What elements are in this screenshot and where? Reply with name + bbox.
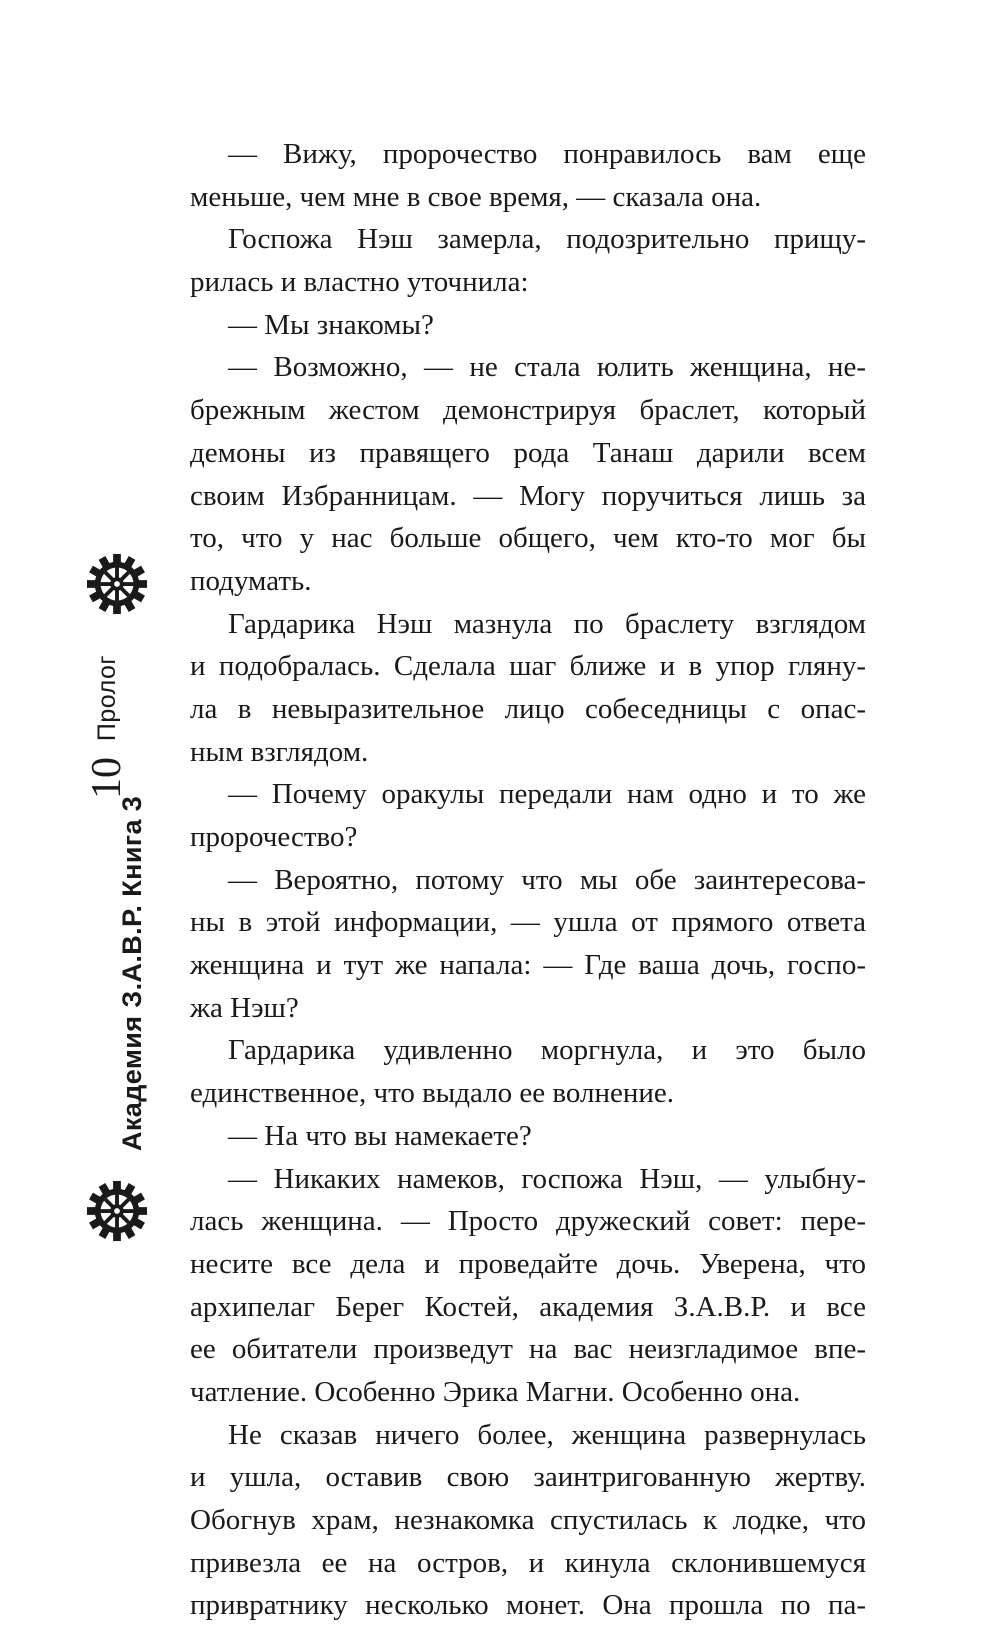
page-number: 10: [84, 757, 130, 799]
paragraph: [190, 1115, 866, 1158]
paragraph: [190, 859, 866, 1030]
text-line: Госпожа Нэш замерла, подозрительно прищу-: [228, 223, 866, 256]
text-line: Гардарика удивленно моргнула, и это было: [228, 1034, 866, 1067]
text-line: чатление. Особенно Эрика Магни. Особенно она.: [190, 1375, 801, 1408]
text-line: — Возможно, — не стала юлить женщина, не-: [228, 351, 866, 384]
gear-icon: [86, 1180, 148, 1242]
text-line: ла в невыразительное лицо собеседницы с опас-: [190, 692, 866, 725]
paragraph: [190, 1029, 866, 1114]
text-line: меньше, чем мне в свое время, — сказала она.: [190, 180, 762, 213]
text-line: жа Нэш?: [190, 991, 299, 1024]
text-line: архипелаг Берег Костей, академия З.А.В.Р. и все: [190, 1290, 866, 1323]
text-line: и ушла, оставив свою заинтригованную жертву.: [190, 1461, 866, 1494]
text-line: ее обитатели произведут на вас неизгладимое впе-: [190, 1333, 866, 1366]
text-line: Обогнув храм, незнакомка спустилась к лодке, что: [190, 1504, 866, 1536]
text-line: Не сказав ничего более, женщина развернулась: [228, 1418, 866, 1451]
text-line: несите все дела и проведайте дочь. Уверена, что: [190, 1247, 866, 1280]
text-line: — На что вы намекаете?: [228, 1119, 532, 1152]
text-line: — Вероятно, потому что мы обе заинтересова-: [228, 863, 866, 896]
gear-icon-graphic: [86, 553, 148, 615]
text-line: рилась и властно уточнила:: [190, 266, 529, 299]
text-line: женщина и тут же напала: — Где ваша дочь, госпо-: [190, 949, 866, 982]
paragraph: [190, 1414, 866, 1627]
gear-icon-graphic: [86, 1180, 148, 1242]
text-line: демоны из правящего рода Танаш дарили всем: [190, 436, 866, 469]
paragraph: [190, 603, 866, 774]
gear-icon: [86, 553, 148, 615]
text-line: лась женщина. — Просто дружеский совет: пере-: [190, 1205, 866, 1238]
running-head-section: Пролог: [93, 654, 121, 742]
text-line: привратнику несколько монет. Она прошла по па-: [190, 1589, 866, 1622]
text-line: то, что у нас больше общего, чем кто-то мог бы: [190, 522, 866, 555]
text-line: ны в этой информации, — ушла от прямого ответа: [190, 906, 866, 939]
paragraph: [190, 133, 866, 218]
text-line: подумать.: [190, 564, 312, 597]
text-line: — Мы знакомы?: [228, 308, 434, 341]
text-line: Гардарика Нэш мазнула по браслету взглядом: [228, 607, 866, 640]
text-line: — Никаких намеков, госпожа Нэш, — улыбну-: [228, 1162, 866, 1195]
text-line: — Вижу, пророчество понравилось вам еще: [228, 138, 866, 170]
body-text: [190, 133, 866, 1627]
paragraph: [190, 218, 866, 303]
text-line: единственное, что выдало ее волнение.: [190, 1077, 675, 1110]
paragraph: [190, 773, 866, 858]
paragraph: [190, 346, 866, 602]
text-line: своим Избранницам. — Могу поручиться лишь за: [190, 479, 866, 512]
text-line: брежным жестом демонстрируя браслет, который: [190, 394, 866, 427]
paragraph: [190, 1158, 866, 1414]
text-line: и подобралась. Сделала шаг ближе и в упор гляну-: [190, 650, 866, 683]
running-head-book-title: Академия З.А.В.Р. Книга 3: [117, 795, 147, 1151]
paragraph: [190, 304, 866, 347]
text-line: ным взглядом.: [190, 735, 369, 768]
text-line: привезла ее на остров, и кинула склонившемуся: [190, 1546, 866, 1579]
text-line: — Почему оракулы передали нам одно и то же: [228, 778, 866, 811]
text-line: пророчество?: [190, 821, 358, 853]
